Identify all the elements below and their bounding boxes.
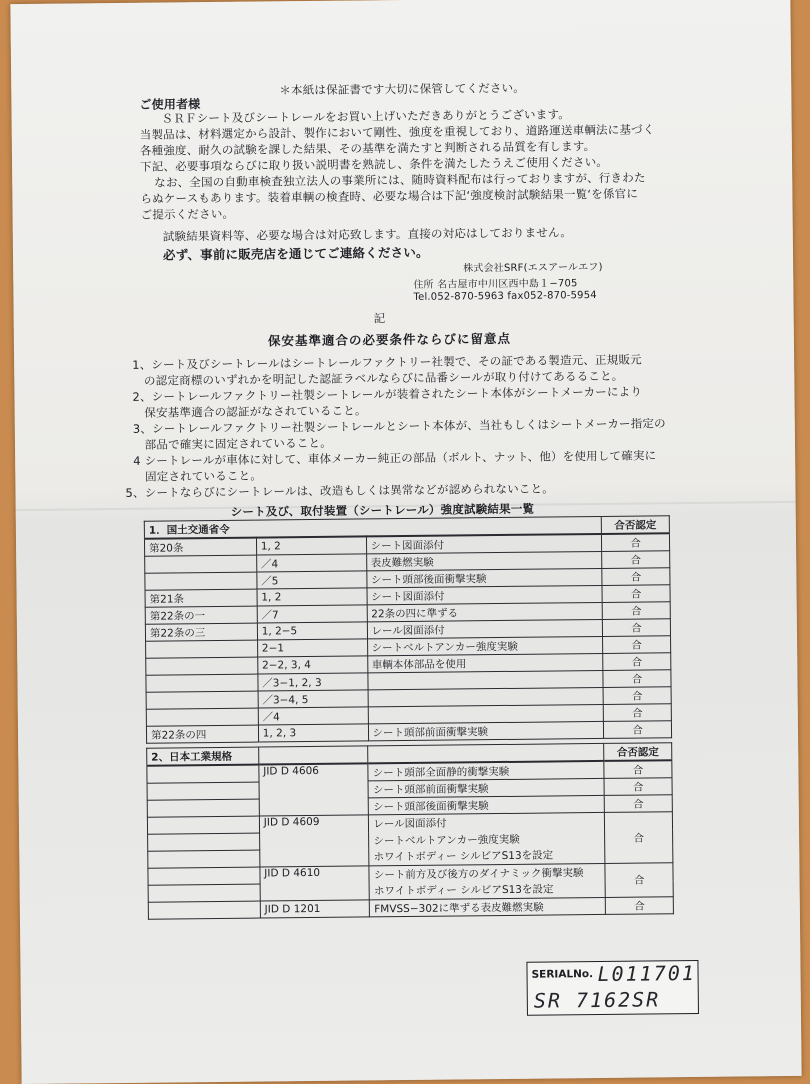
addressee: ご使用者様 [139,97,201,112]
standard-cell: JID D 4609 [259,815,369,867]
serial-number-box [526,960,699,1016]
contact-note-line: 試験結果資料等、必要な場合は対応致します。直接の対応はしておりません。 [162,225,573,244]
description-cell: レール図面添付 [367,619,603,638]
article-cell [145,555,257,573]
blank-cell [148,867,260,885]
clause-cell: 1, 2, 3 [258,724,368,742]
blank-cell [147,782,259,800]
article-cell: 第22条の一 [145,606,257,624]
serial-number-handwritten: L011701 [597,960,696,987]
results-title: シート及び、取付装置（シートレール）強度試験結果一覧 [230,501,535,519]
description-cell: レール図面添付 [369,812,605,831]
table2-result-header: 合否認定 [604,743,672,761]
article-cell [146,708,258,726]
description-cell: 車輌本体部品を使用 [367,653,603,672]
intro-line: 下記、必要事項ならびに取り扱い説明書を熟読し、条件を満たしたうえご使用ください。 [140,154,609,174]
result-cell: 合 [604,795,672,813]
result-cell: 合 [604,760,672,778]
intro-line: 各種強度、耐久の試験を課した結果、その基準を満たすと判断される品質を有します。 [139,138,596,158]
article-cell [145,572,257,590]
blank-cell [148,901,260,919]
description-cell: シート頭部前面衝撃実験 [368,778,604,797]
standard-cell: JID D 4606 [259,763,369,816]
clause-cell: ／4 [258,707,368,725]
intro-line: 当製品は、材料選定から設計、製作において剛性、強度を重視しており、道路運送車輌法に基づく [139,122,655,142]
result-cell: 合 [604,778,672,796]
company-tel-fax: Tel.052-870-5963 fax052-870-5954 [413,289,597,303]
requirement-line: 保安基準適合の認証がなされていること。 [132,403,367,420]
description-cell: シート図面添付 [366,585,602,604]
description-cell: シート頭部前面衝撃実験 [368,721,604,740]
result-cell: 合 [602,533,670,551]
blank-cell [148,884,260,902]
requirement-line: の認定商標のいずれかを明記した認証ラベルならびに品番シールが取り付けてあるること。 [132,368,624,388]
clause-cell: 1, 2−5 [257,622,367,640]
result-cell: 合 [605,812,673,864]
intro-line: ＳＲＦシート及びシートレールをお買い上げいただきありがとうございます。 [161,107,570,126]
article-cell: 第21条 [145,589,257,607]
intro-line: ご提示ください。 [140,206,235,222]
description-cell: ホワイトボディー シルビアS13を設定 [369,846,605,865]
clause-cell: ／4 [256,554,366,572]
clause-cell: 2−1 [257,639,367,657]
result-cell: 合 [603,687,671,705]
article-cell [146,691,258,709]
table2-title: 2、日本工業規格 [147,747,259,766]
blank-cell [147,816,259,834]
article-cell [146,640,258,658]
requirements-title: 保安基準適合の必要条件ならびに留意点 [267,330,511,349]
table1-title: 1．国土交通省令 [144,516,601,538]
result-cell: 合 [602,551,670,569]
table-jis-standards [146,742,674,919]
intro-line: らぬケースもあります。装着車輌の検査時、必要な場合は下記‘強度検討試験結果一覧‘を係官に [140,186,639,206]
clause-cell: ／7 [257,605,367,623]
requirement-line: 1、シート及びシートレールはシートレールファクトリー社製で、その証である製造元、正規販元 [132,352,642,372]
requirement-line: 2、シートレールファクトリー社製シートレールが装着されたシート本体がシートメーカーにより [132,384,643,404]
table1-result-header: 合否認定 [601,516,669,534]
result-cell: 合 [602,602,670,620]
clause-cell: ／5 [257,571,367,589]
warranty-document [10,0,801,1084]
description-cell: シートベルトアンカー強度実験 [369,829,605,848]
result-cell: 合 [602,619,670,637]
requirement-line: 部品で確実に固定されていること。 [132,435,332,452]
standard-cell: JID D 4610 [260,866,370,901]
description-cell: シートベルトアンカー強度実験 [367,636,603,655]
company-address: 住所 名古屋市中川区西中島１−705 [413,278,578,291]
article-cell: 第20条 [144,538,256,557]
clause-cell: 1, 2 [257,588,367,606]
description-cell: シート頭部後面衝撃実験 [366,568,602,587]
result-cell: 合 [602,568,670,586]
table-ministry-ordinance [144,515,672,743]
standard-cell: JID D 1201 [260,900,370,918]
intro-line: なお、全国の自動車検査独立法人の事業所には、随時資料配布は行っておりますが、行きわた [154,170,646,190]
requirement-line: 4 シートレールが車体に対して、車体メーカー純正の部品（ボルト、ナット、他）を使用して確実に [133,448,657,468]
requirement-line: 5、シートならびにシートレールは、改造もしくは異常などが認められないこと。 [125,481,555,500]
description-cell: シート頭部後面衝撃実験 [369,795,605,814]
description-cell: 22条の四に準ずる [367,602,603,621]
serial-label: SERIALNo. [531,968,594,981]
blank-cell [147,799,259,817]
keep-notice: ＊本紙は保証書です大切に保管してください。 [279,80,526,98]
result-cell: 合 [605,863,673,898]
description-cell: シート前方及び後方のダイナミック衝撃実験 [369,863,605,882]
article-cell: 第22条の三 [145,623,257,641]
clause-cell: ／3−4, 5 [258,690,368,708]
clause-cell: 1, 2 [256,536,366,555]
description-cell: 表皮難燃実験 [366,551,602,570]
blank-cell [148,833,260,851]
description-cell: シート頭部全面静的衝撃実験 [368,761,604,781]
description-cell: ホワイトボディー シルビアS13を設定 [369,880,605,899]
article-cell [146,674,258,692]
result-cell: 合 [603,670,671,688]
result-cell: 合 [603,636,671,654]
model-number-handwritten: SR 7162SR [533,987,661,1013]
result-cell: 合 [603,704,671,722]
result-cell: 合 [603,721,671,739]
blank-cell [147,765,259,784]
requirement-line: 3、シートレールファクトリー社製シートレールとシート本体が、当社もしくはシートメーカー指定の [132,416,666,436]
clause-cell: ／3−1, 2, 3 [258,673,368,691]
ki-marker: 記 [373,311,386,326]
clause-cell: 2−2, 3, 4 [257,656,367,674]
company-name: 株式会社SRF(エスアールエフ) [463,261,603,275]
blank-cell [258,746,368,765]
article-cell: 第22条の四 [146,725,258,743]
result-cell: 合 [602,585,670,603]
description-cell: FMVSS−302に準ずる表皮難燃実験 [370,897,606,916]
blank-cell [148,850,260,868]
description-cell: シート図面添付 [366,534,602,554]
article-cell [146,657,258,675]
requirement-line: 固定されていること。 [133,468,263,484]
contact-note-emphasis: 必ず、事前に販売店を通じてご連絡ください。 [162,244,429,263]
result-cell: 合 [605,897,673,915]
result-cell: 合 [603,653,671,671]
